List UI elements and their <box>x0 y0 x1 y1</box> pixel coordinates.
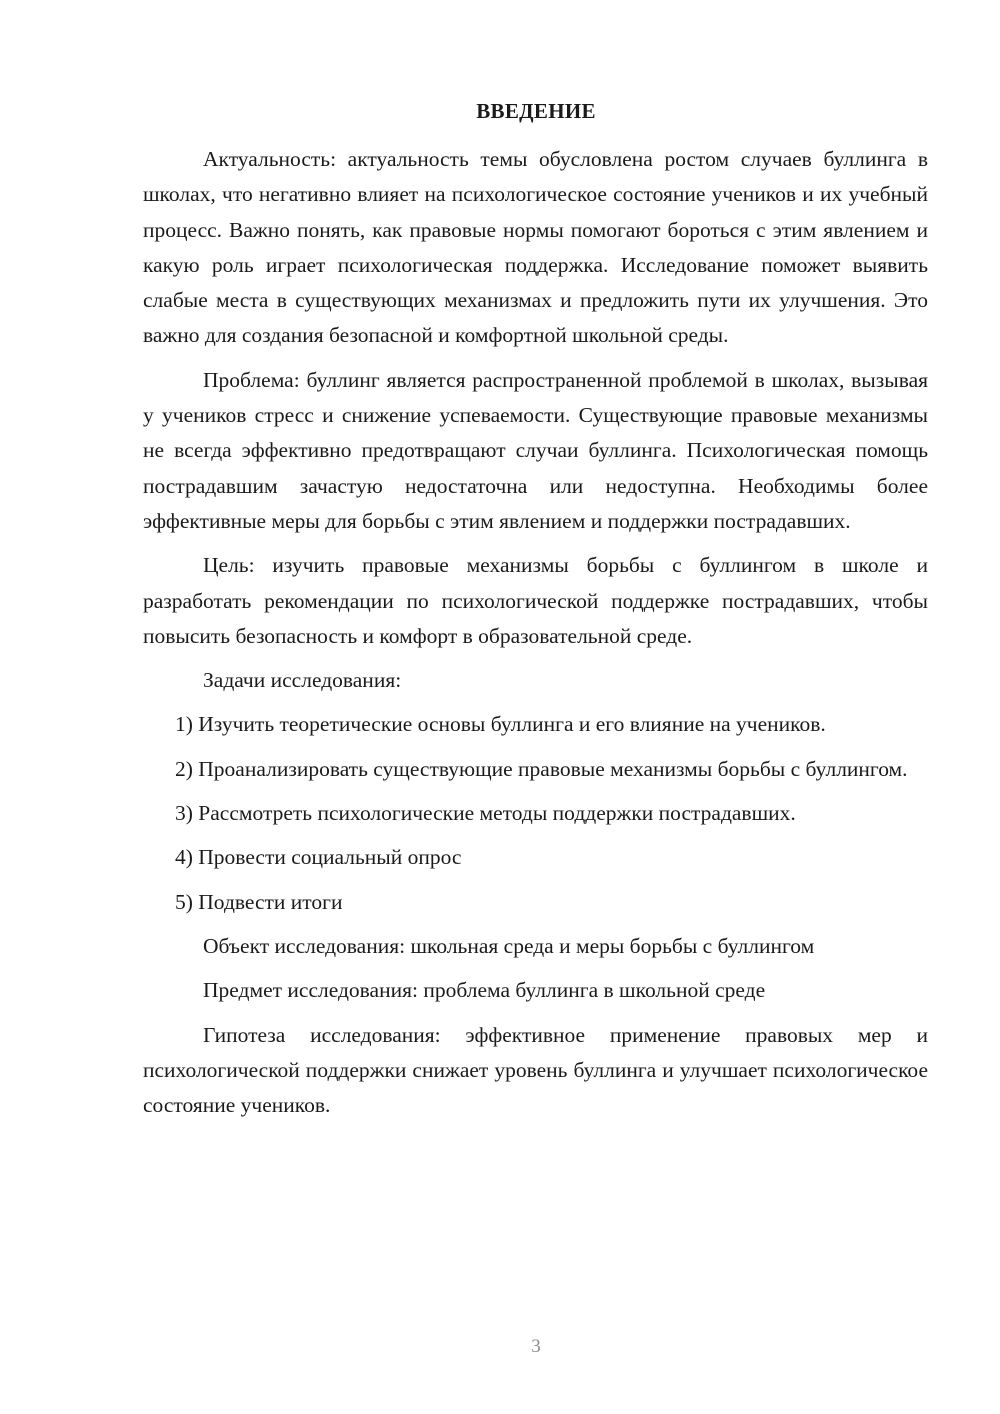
task-item: 4) Провести социальный опрос <box>175 845 462 870</box>
problem-paragraph: Проблема: буллинг является распространенной проблемой в школах, вызывая у учеников стресс и снижение успеваемости. Существующие правовые механизмы не всегда эффективно предотвращают случаи буллинга. Психологическая помощь пострадавшим зачастую недостаточна или недоступна. Необходимы более эффективные меры для борьбы с этим явлением и поддержки пострадавших. <box>143 367 928 533</box>
page-number: 3 <box>531 1336 541 1357</box>
page-title: ВВЕДЕНИЕ <box>476 99 596 123</box>
relevance-paragraph: Актуальность: актуальность темы обусловлена ростом случаев буллинга в школах, что негативно влияет на психологическое состояние учеников и их учебный процесс. Важно понять, как правовые нормы помогают бороться с этим явлением и какую роль играет психологическая поддержка. Исследование поможет выявить слабые места в существующих механизмах и предложить пути их улучшения. Это важно для создания безопасной и комфортной школьной среды. <box>143 147 928 348</box>
object-paragraph: Объект исследования: школьная среда и меры борьбы с буллингом <box>203 933 815 958</box>
hypothesis-paragraph: Гипотеза исследования: эффективное применение правовых мер и психологической поддержки снижает уровень буллинга и улучшает психологическое состояние учеников. <box>143 1022 928 1118</box>
goal-paragraph: Цель: изучить правовые механизмы борьбы с буллингом в школе и разработать рекомендации по психологической поддержке пострадавших, чтобы повысить безопасность и комфорт в образовательной среде. <box>143 553 928 648</box>
task-item: 1) Изучить теоретические основы буллинга и его влияние на учеников. <box>175 712 826 737</box>
document-body <box>143 142 928 1132</box>
task-item: 2) Проанализировать существующие правовые механизмы борьбы с буллингом. <box>175 756 908 781</box>
subject-paragraph: Предмет исследования: проблема буллинга в школьной среде <box>203 978 766 1003</box>
task-item: 3) Рассмотреть психологические методы поддержки пострадавших. <box>175 801 796 826</box>
tasks-title: Задачи исследования: <box>203 668 402 693</box>
task-item: 5) Подвести итоги <box>175 889 343 914</box>
